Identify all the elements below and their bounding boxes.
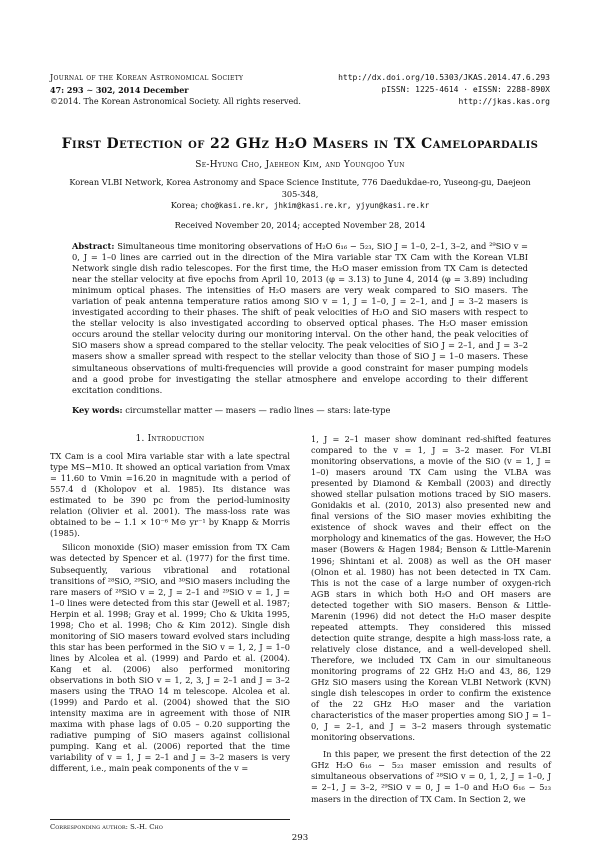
journal-url[interactable]: http://jkas.kas.org xyxy=(458,97,550,106)
affiliation-country: Korea; xyxy=(170,200,201,210)
abstract-text: Simultaneous time monitoring observations of H₂O 6₁₆ − 5₂₃, SiO J = 1–0, 2–1, 3–2, and ²⁹SiO v = 0, J = 1–0 lines are carried out in the direction of the Mira variable star TX Cam with the Korean VLBI Network single dish radio telescopes. For the first time, the H₂O maser emission from TX Cam is detected near the stellar velocity at five epochs from April 10, 2013 (φ = 3.13) to June 4, 2014 (φ = 3.89) including minimum optical phases. The intensities of H₂O masers are very weak compared to SiO masers. The variation of peak antenna temperature ratios among SiO v = 1, J = 1–0, J = 2–1, and J = 3–2 masers is investigated according to their phases. The shift of peak velocities of H₂O and SiO masers with respect to the stellar velocity is also investigated according to observed optical phases. The H₂O maser emission occurs around the stellar velocity during our monitoring interval. On the other hand, the peak velocities of SiO masers show a spread compared to the stellar velocity. The peak velocities of SiO J = 2–1, and J = 3–2 masers show a smaller spread with respect to the stellar velocity than those of SiO J = 1–0 masers. These simultaneous observations of multi-frequencies will provide a good constraint for maser pumping models and a good probe for investigating the stellar atmosphere and envelope according to their different excitation conditions. xyxy=(72,241,529,395)
received-dates: Received November 20, 2014; accepted November 28, 2014 xyxy=(174,220,426,230)
page-number: 293 xyxy=(291,833,309,843)
abstract xyxy=(72,241,528,396)
abstract-label: Abstract: xyxy=(72,241,115,251)
authors: Se-Hyung Cho, Jaeheon Kim, and Youngjoo Yun xyxy=(195,160,405,170)
volume-line: 47: 293 ∼ 302, 2014 December xyxy=(50,85,189,95)
corresponding-author: Corresponding author: S.-H. Cho xyxy=(50,819,290,831)
paper-title: First Detection of 22 GHz H₂O Masers in TX Camelopardalis xyxy=(61,136,539,152)
journal-name: Journal of the Korean Astronomical Society xyxy=(50,73,244,82)
intro-paragraph-1: TX Cam is a cool Mira variable star with a late spectral type MS−M10. It showed an optical variation from Vmax = 11.60 to Vmin =16.20 in magnitude with a period of 557.4 d (Kholopov et al. 1985). Its distance was estimated to be 390 pc from the period-luminosity relation (Olivier et al. 2001). The mass-loss rate was obtained to be ∼ 1.1 × 10⁻⁶ M⊙ yr⁻¹ by Knapp & Morris (1985). xyxy=(50,451,290,539)
left-column xyxy=(50,434,290,774)
affiliation xyxy=(60,177,540,212)
keywords-label: Key words: xyxy=(72,405,123,415)
issn: pISSN: 1225-4614 · eISSN: 2288-890X xyxy=(381,85,550,94)
section-heading: 1. Introduction xyxy=(135,434,205,444)
keywords-text: circumstellar matter — masers — radio lines — stars: late-type xyxy=(125,405,391,415)
journal-identifiers xyxy=(338,72,550,108)
intro-paragraph-4: In this paper, we present the first detection of the 22 GHz H₂O 6₁₆ − 5₂₃ maser emission and results of simultaneous observations of ²⁸SiO v = 0, 1, 2, J = 1–0, J = 2–1, J = 3–2, ²⁹SiO v = 0, J = 1–0 and H₂O 6₁₆ − 5₂₃ masers in the direction of TX Cam. In Section 2, we xyxy=(311,749,551,804)
affiliation-line: Korean VLBI Network, Korea Astronomy and Space Science Institute, 776 Daedukdae-ro, Yuseong-gu, Daejeon 305-348, xyxy=(69,177,531,199)
intro-paragraph-2: Silicon monoxide (SiO) maser emission from TX Cam was detected by Spencer et al. (1977) for the first time. Subsequently, various vibrational and rotational transitions of ²⁸SiO, ²⁹SiO, and ³⁰SiO masers including the rare masers of ²⁸SiO v = 2, J = 2–1 and ²⁹SiO v = 1, J = 1–0 lines were detected from this star (Jewell et al. 1987; Herpin et al. 1998; Gray et al. 1999; Cho & Ukita 1995, 1998; Cho et al. 1998; Cho & Kim 2012). Single dish monitoring of SiO masers toward evolved stars including this star has been performed in the SiO v = 1, 2, J = 1–0 lines by Alcolea et al. (1999) and Pardo et al. (2004). Kang et al. (2006) also performed monitoring observations in both SiO v = 1, 2, 3, J = 2–1 and J = 3–2 masers using the TRAO 14 m telescope. Alcolea et al. (1999) and Pardo et al. (2004) showed that the SiO intensity maxima are in agreement with those of NIR maxima with phase lags of 0.05 – 0.20 supporting the radiative pumping of SiO masers against collisional pumping. Kang et al. (2006) reported that the time variability of v = 1, J = 2–1 and J = 3–2 masers is very different, i.e., main peak components of the v = xyxy=(50,542,290,774)
right-column xyxy=(311,434,551,805)
affiliation-contact xyxy=(60,200,540,212)
journal-header xyxy=(50,72,301,108)
author-emails[interactable]: cho@kasi.re.kr, jhkim@kasi.re.kr, yjyun@kasi.re.kr xyxy=(200,201,430,210)
doi-link[interactable]: http://dx.doi.org/10.5303/JKAS.2014.47.6.293 xyxy=(338,73,550,82)
copyright: ©2014. The Korean Astronomical Society. All rights reserved. xyxy=(50,97,301,106)
keywords xyxy=(72,405,528,415)
intro-paragraph-3: 1, J = 2–1 maser show dominant red-shifted features compared to the v = 1, J = 3–2 maser. For VLBI monitoring observations, a movie of the SiO (v = 1, J = 1–0) masers around TX Cam using the VLBA was presented by Diamond & Kemball (2003) and directly showed stellar pulsation motions traced by SiO masers. Gonidakis et al. (2010, 2013) also presented new and final versions of the SiO maser movies exhibiting the existence of shock waves and their effect on the morphology and kinematics of the gas. However, the H₂O maser (Bowers & Hagen 1984; Benson & Little-Marenin 1996; Shintani et al. 2008) as well as the OH maser (Olnon et al. 1980) has not been detected in TX Cam. This is not the case of a large number of oxygen-rich AGB stars in which both H₂O and OH masers are detected together with SiO masers. Benson & Little-Marenin (1996) did not detect the H₂O maser despite repeated attempts. They considered this missed detection quite strange, despite a high mass-loss rate, a relatively close distance, and a well-developed shell. Therefore, we included TX Cam in our simultaneous monitoring programs of 22 GHz H₂O and 43, 86, 129 GHz SiO masers using the Korean VLBI Network (KVN) single dish telescopes in order to confirm the existence of the 22 GHz H₂O maser and the variation characteristics of the maser properties among SiO J = 1–0, J = 2–1, and J = 3–2 masers through systematic monitoring observations. xyxy=(311,434,551,743)
